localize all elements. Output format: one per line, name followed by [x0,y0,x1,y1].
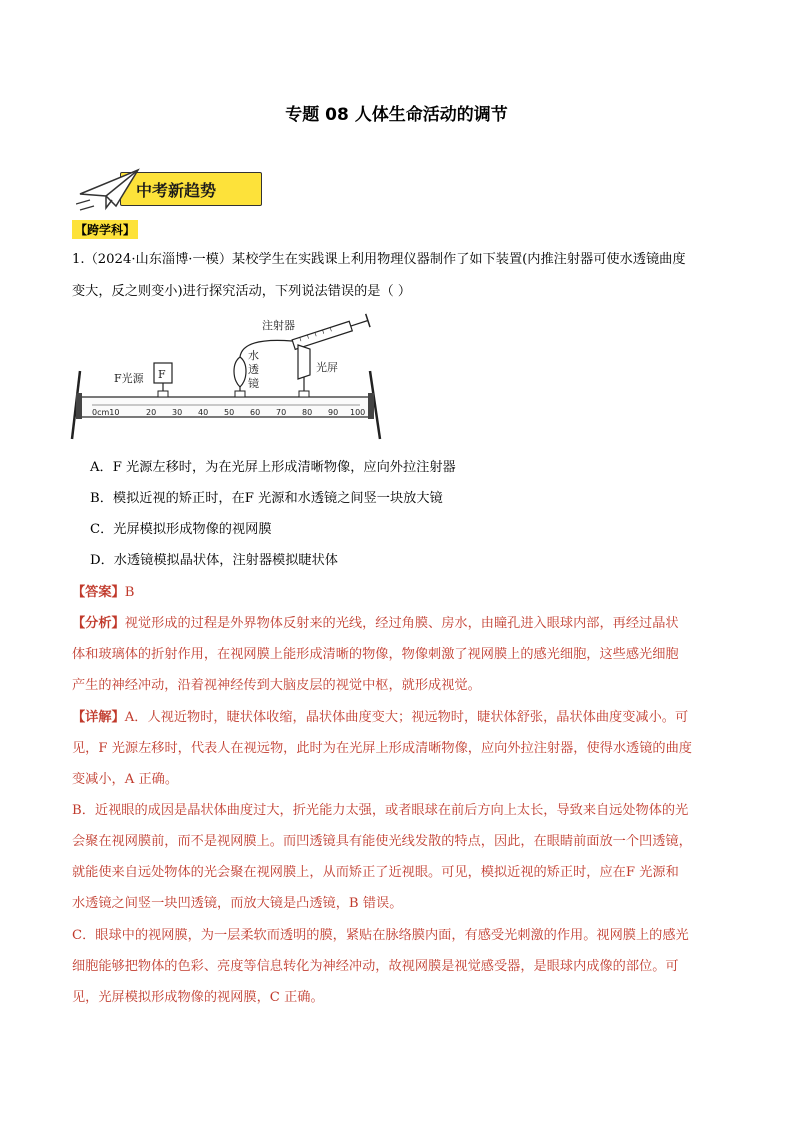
screen-label: 光屏 [316,361,338,374]
section-banner [76,164,266,214]
detail-line-5: 会聚在视网膜前，而不是视网膜上。而凹透镜具有能使光线发散的特点，因此，在眼睛前面放一个凹透镜， [72,834,692,849]
option-c: C．光屏模拟形成物像的视网膜 [90,522,272,537]
tick-50: 50 [224,408,235,417]
analysis-label: 【分析】 [72,616,125,631]
page-title: 专题 08 人体生命活动的调节 [285,105,508,125]
detail-line-1 [72,706,688,725]
tick-20: 20 [146,408,157,417]
detail-line-9: 细胞能够把物体的色彩、亮度等信息转化为神经冲动，故视网膜是视觉感受器，是眼球内成像的部位。可 [72,959,679,974]
lens-label-2: 透 [248,363,259,376]
tick-80: 80 [302,408,313,417]
tick-90: 90 [328,408,339,417]
f-source-label: F光源 [114,372,144,385]
analysis-line-1 [72,612,679,631]
tick-40: 40 [198,408,209,417]
detail-line-6: 就能使来自远处物体的光会聚在视网膜上，从而矫正了近视眼。可见，模拟近视的矫正时，应在F 光源和 [72,865,679,880]
water-lens [234,357,246,387]
tick-30: 30 [172,408,183,417]
answer-line [72,581,134,600]
detail-line-7: 水透镜之间竖一块凹透镜，而放大镜是凸透镜，B 错误。 [72,896,403,911]
question-line-1: 1.（2024·山东淄博·一模）某校学生在实践课上利用物理仪器制作了如下装置(内推注射器可使水透镜曲度 [72,252,686,267]
tick-100: 100 [350,408,366,417]
analysis-line-3: 产生的神经冲动，沿着视神经传到大脑皮层的视觉中枢，就形成视觉。 [72,678,481,693]
experiment-figure [70,305,410,445]
answer-label: 【答案】 [72,585,125,600]
detail-line-2: 见，F 光源左移时，代表人在视远物，此时为在光屏上形成清晰物像，应向外拉注射器，使得水透镜的曲度 [72,741,692,756]
bench-end-left [76,393,82,419]
light-screen [298,345,310,379]
banner-text: 中考新趋势 [136,181,217,200]
detail-line-3: 变减小，A 正确。 [72,772,179,787]
detail-label: 【详解】 [72,710,125,725]
lens-label-1: 水 [248,349,259,362]
subject-tag: 【跨学科】 [72,220,138,239]
analysis-line-2: 体和玻璃体的折射作用，在视网膜上能形成清晰的物像，物像刺激了视网膜上的感光细胞，这些感光细胞 [72,647,679,662]
option-b: B．模拟近视的矫正时，在F 光源和水透镜之间竖一块放大镜 [90,491,443,506]
option-d: D．水透镜模拟晶状体，注射器模拟睫状体 [90,553,338,568]
tick-70: 70 [276,408,287,417]
analysis-text-1: 视觉形成的过程是外界物体反射来的光线，经过角膜、房水，由瞳孔进入眼球内部，再经过晶状 [124,616,679,631]
detail-line-10: 见，光屏模拟形成物像的视网膜，C 正确。 [72,990,324,1005]
option-a: A．F 光源左移时，为在光屏上形成清晰物像，应向外拉注射器 [90,460,456,475]
lens-label-3: 镜 [248,377,259,390]
syringe [292,314,371,351]
answer-value: B [124,585,135,600]
tick-0: 0cm10 [92,408,120,417]
detail-line-4: B．近视眼的成因是晶状体曲度过大，折光能力太强，或者眼球在前后方向上太长，导致来自远处物体的光 [72,803,689,818]
syringe-label: 注射器 [262,319,295,332]
detail-text-1: A．人视近物时，睫状体收缩，晶状体曲度变大；视远物时，睫状体舒张，晶状体曲度变减小。可 [124,710,689,725]
question-line-2: 变大，反之则变小)进行探究活动，下列说法错误的是（ ） [72,284,412,299]
tick-60: 60 [250,408,261,417]
bench-end-right [368,393,374,419]
detail-line-8: C．眼球中的视网膜，为一层柔软而透明的膜，紧贴在脉络膜内面，有感受光刺激的作用。视网膜上的感光 [72,928,689,943]
f-letter: F [158,368,166,381]
